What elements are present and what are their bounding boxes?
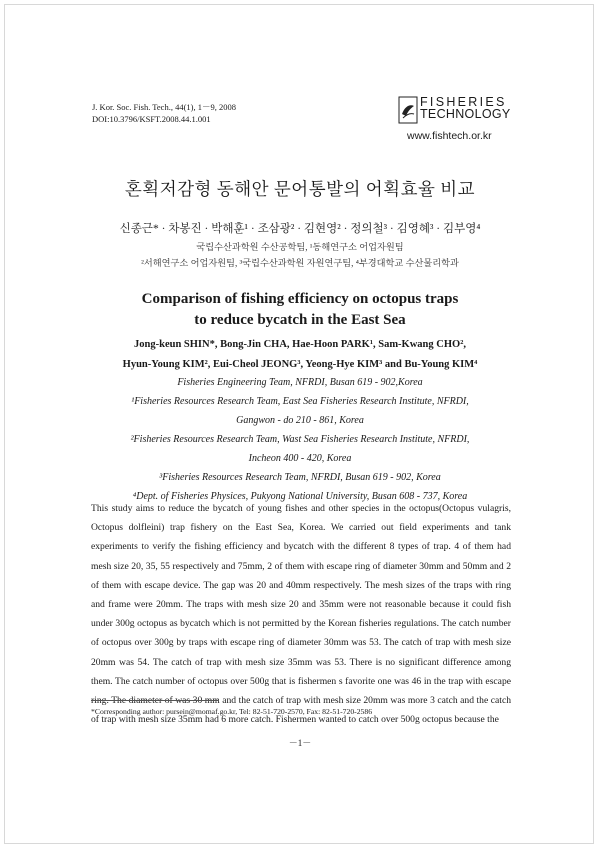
- affiliation-line: Gangwon - do 210 - 861, Korea: [236, 415, 364, 426]
- corresponding-author-footnote: *Corresponding author: pursein@momaf.go.kr, Tel: 82-51-720-2570, Fax: 82-51-720-2586: [91, 707, 373, 716]
- journal-header: [92, 101, 236, 125]
- footnote-rule: [91, 700, 219, 701]
- affiliation-line: ¹Fisheries Resources Research Team, East Sea Fisheries Research Institute, NFRDI,: [131, 396, 469, 407]
- journal-logo: [398, 96, 513, 142]
- english-title: [0, 289, 600, 331]
- logo-line2: TECHNOLOGY: [420, 107, 511, 121]
- affiliation-line: ³Fisheries Resources Research Team, NFRDI, Busan 619 - 902, Korea: [159, 472, 441, 483]
- affiliation-line: Fisheries Engineering Team, NFRDI, Busan 619 - 902,Korea: [177, 377, 423, 388]
- english-authors-line2: Hyun-Young KIM², Eui-Cheol JEONG³, Yeong-Hye KIM³ and Bu-Young KIM⁴: [122, 359, 478, 370]
- english-authors: [0, 335, 600, 375]
- page-number: －1－: [288, 738, 312, 748]
- journal-citation: J. Kor. Soc. Fish. Tech., 44(1), 1－9, 2008: [92, 102, 236, 112]
- korean-authors: 신종근* · 차봉진 · 박해훈¹ · 조삼광² · 김현영² · 정의철³ · 김영혜³ · 김부영⁴: [119, 223, 481, 235]
- korean-title: 혼획저감형 동해안 문어통발의 어획효율 비교: [124, 179, 476, 199]
- english-authors-line1: Jong-keun SHIN*, Bong-Jin CHA, Hae-Hoon PARK¹, Sam-Kwang CHO²,: [134, 339, 466, 350]
- journal-url: www.fishtech.or.kr: [407, 130, 492, 142]
- korean-affiliation-2: ²서해연구소 어업자원팀, ³국립수산과학원 자원연구팀, ⁴부경대학교 수산물리학과: [141, 258, 459, 268]
- affiliation-line: ²Fisheries Resources Research Team, Wast Sea Fisheries Research Institute, NFRDI,: [130, 434, 470, 445]
- fish-logo-icon: [398, 96, 418, 124]
- logo-line1: FISHERIES: [420, 95, 507, 109]
- abstract-text: This study aims to reduce the bycatch of young fishes and other species in the octopus(Octopus vulagris, Octopus dolfleini) trap fishery on the East Sea, Korea. We carried out field experiments and tank experiments to verify the fishing efficiency and bycatch with the different 8 types of trap. 4 of them had mesh size 20, 35, 55 respectively and 75mm, 2 of them with escape ring of diameter 30mm and 50mm and 2 of them with escape device. The gap was 20 and 40mm respectively. The mesh sizes of the traps with ring and frame were 20mm. The traps with mesh size 20 and 35mm were not reasonable because it could fish under 300g octopus as bycatch which is not permitted by the Korean fisheries regulations. The catch number of octopus over 300g by traps with escape ring of diameter 30mm was 53. The catch of trap with mesh size 20mm was 54. The catch of trap with mesh size 35mm was 53. There is no significant difference among them. The catch number of octopus over 500g that is fishermen s favorite one was 46 in the trap with escape ring. The diameter of was 30 mm and the catch of trap with mesh size 20mm was more 3 catch and the catch of trap with mesh size 35mm had 6 more catch. Fishermen wanted to catch over 500g octopus because the: [91, 503, 511, 726]
- affiliation-line: Incheon 400 - 420, Korea: [248, 453, 352, 464]
- english-affiliations: [0, 373, 600, 506]
- doi: DOI:10.3796/KSFT.2008.44.1.001: [92, 114, 211, 124]
- korean-affiliation-1: 국립수산과학원 수산공학팀, ¹동해연구소 어업자원팀: [196, 242, 404, 252]
- affiliation-line: ⁴Dept. of Fisheries Physices, Pukyong National University, Busan 608 - 737, Korea: [132, 491, 468, 502]
- english-title-line1: Comparison of fishing efficiency on octopus traps: [141, 291, 459, 307]
- english-title-line2: to reduce bycatch in the East Sea: [194, 312, 406, 328]
